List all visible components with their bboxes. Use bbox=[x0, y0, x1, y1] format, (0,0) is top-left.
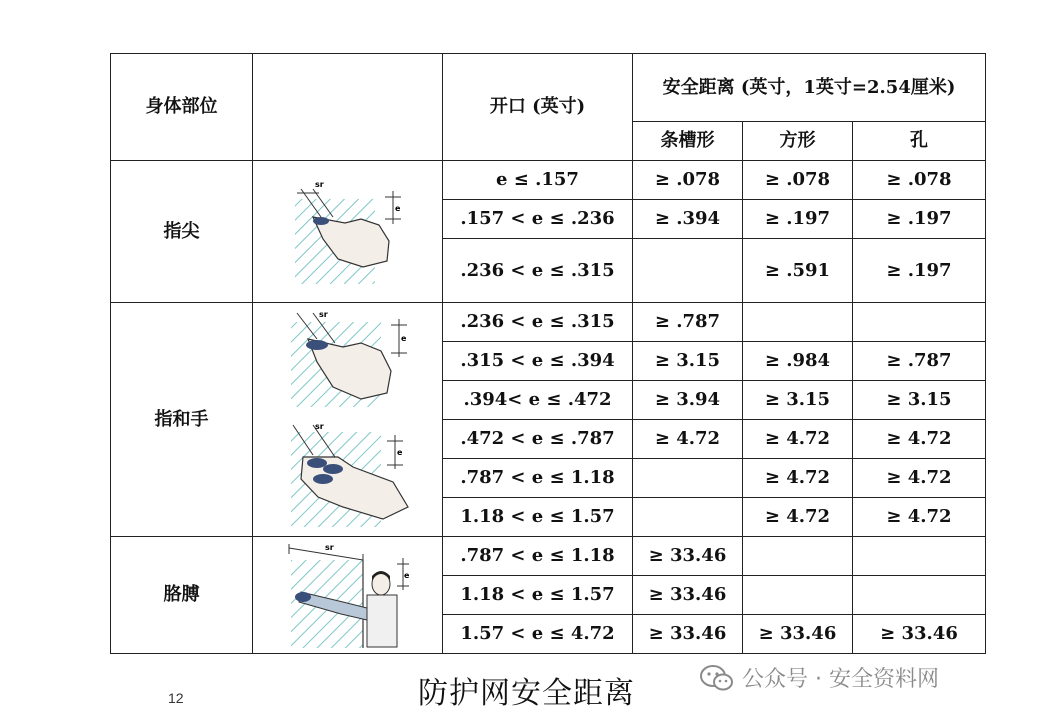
square-cell bbox=[743, 537, 853, 576]
hole-cell: ≥ .197 bbox=[853, 239, 986, 303]
opening-cell: .787 < e ≤ 1.18 bbox=[443, 459, 633, 498]
square-cell: ≥ .078 bbox=[743, 161, 853, 200]
header-opening: 开口 (英寸) bbox=[443, 54, 633, 161]
watermark-text: 公众号 · 安全资料网 bbox=[742, 667, 939, 692]
opening-cell: .315 < e ≤ .394 bbox=[443, 342, 633, 381]
slot-cell bbox=[633, 498, 743, 537]
slot-cell: ≥ 3.15 bbox=[633, 342, 743, 381]
header-hole: 孔 bbox=[853, 122, 986, 161]
header-body-part: 身体部位 bbox=[111, 54, 253, 161]
opening-cell: .394< e ≤ .472 bbox=[443, 381, 633, 420]
page-caption: 防护网安全距离 bbox=[418, 676, 635, 711]
square-cell bbox=[743, 303, 853, 342]
hole-cell: ≥ .078 bbox=[853, 161, 986, 200]
slot-cell: ≥ 4.72 bbox=[633, 420, 743, 459]
header-illustration-blank bbox=[253, 54, 443, 161]
opening-cell: e ≤ .157 bbox=[443, 161, 633, 200]
hole-cell: ≥ 33.46 bbox=[853, 615, 986, 654]
opening-cell: .472 < e ≤ .787 bbox=[443, 420, 633, 459]
square-cell: ≥ 4.72 bbox=[743, 498, 853, 537]
slot-cell: ≥ .394 bbox=[633, 200, 743, 239]
body-part-finger-hand: 指和手 bbox=[111, 303, 253, 537]
arm-diagram bbox=[283, 540, 413, 650]
opening-cell: 1.18 < e ≤ 1.57 bbox=[443, 498, 633, 537]
hole-cell: ≥ 4.72 bbox=[853, 459, 986, 498]
arm-illustration bbox=[253, 537, 443, 654]
square-cell: ≥ 3.15 bbox=[743, 381, 853, 420]
e-label: e bbox=[396, 448, 402, 457]
opening-cell: .236 < e ≤ .315 bbox=[443, 303, 633, 342]
sr-label: sr bbox=[314, 422, 324, 431]
square-cell: ≥ .984 bbox=[743, 342, 853, 381]
finger-hand-diagram bbox=[283, 307, 413, 532]
slot-cell: ≥ 3.94 bbox=[633, 381, 743, 420]
hole-cell bbox=[853, 537, 986, 576]
sr-label: sr bbox=[318, 310, 328, 319]
body-part-fingertip: 指尖 bbox=[111, 161, 253, 303]
page-number: 12 bbox=[168, 690, 184, 706]
square-cell: ≥ .197 bbox=[743, 200, 853, 239]
hole-cell: ≥ 4.72 bbox=[853, 420, 986, 459]
square-cell: ≥ 4.72 bbox=[743, 459, 853, 498]
hole-cell: ≥ .197 bbox=[853, 200, 986, 239]
slot-cell: ≥ 33.46 bbox=[633, 615, 743, 654]
sr-label: sr bbox=[314, 180, 324, 189]
fingertip-illustration bbox=[253, 161, 443, 303]
sr-label: sr bbox=[324, 543, 334, 552]
slot-cell bbox=[633, 239, 743, 303]
watermark bbox=[700, 662, 939, 693]
e-label: e bbox=[403, 571, 409, 580]
wechat-icon bbox=[700, 664, 734, 692]
slot-cell: ≥ .787 bbox=[633, 303, 743, 342]
slot-cell: ≥ 33.46 bbox=[633, 576, 743, 615]
square-cell: ≥ 4.72 bbox=[743, 420, 853, 459]
header-safe-distance: 安全距离 (英寸，1英寸=2.54厘米) bbox=[633, 54, 986, 122]
slot-cell: ≥ .078 bbox=[633, 161, 743, 200]
body-part-arm: 胳膊 bbox=[111, 537, 253, 654]
hole-cell: ≥ 4.72 bbox=[853, 498, 986, 537]
hole-cell bbox=[853, 576, 986, 615]
safety-distance-table bbox=[110, 53, 986, 654]
hole-cell: ≥ 3.15 bbox=[853, 381, 986, 420]
finger-hand-illustration bbox=[253, 303, 443, 537]
hole-cell bbox=[853, 303, 986, 342]
opening-cell: 1.18 < e ≤ 1.57 bbox=[443, 576, 633, 615]
opening-cell: .236 < e ≤ .315 bbox=[443, 239, 633, 303]
square-cell: ≥ 33.46 bbox=[743, 615, 853, 654]
hole-cell: ≥ .787 bbox=[853, 342, 986, 381]
opening-cell: 1.57 < e ≤ 4.72 bbox=[443, 615, 633, 654]
e-label: e bbox=[394, 204, 400, 213]
opening-cell: .157 < e ≤ .236 bbox=[443, 200, 633, 239]
square-cell bbox=[743, 576, 853, 615]
e-label: e bbox=[400, 334, 406, 343]
fingertip-diagram bbox=[293, 179, 403, 284]
slot-cell: ≥ 33.46 bbox=[633, 537, 743, 576]
square-cell: ≥ .591 bbox=[743, 239, 853, 303]
header-slot: 条槽形 bbox=[633, 122, 743, 161]
slot-cell bbox=[633, 459, 743, 498]
opening-cell: .787 < e ≤ 1.18 bbox=[443, 537, 633, 576]
header-square: 方形 bbox=[743, 122, 853, 161]
